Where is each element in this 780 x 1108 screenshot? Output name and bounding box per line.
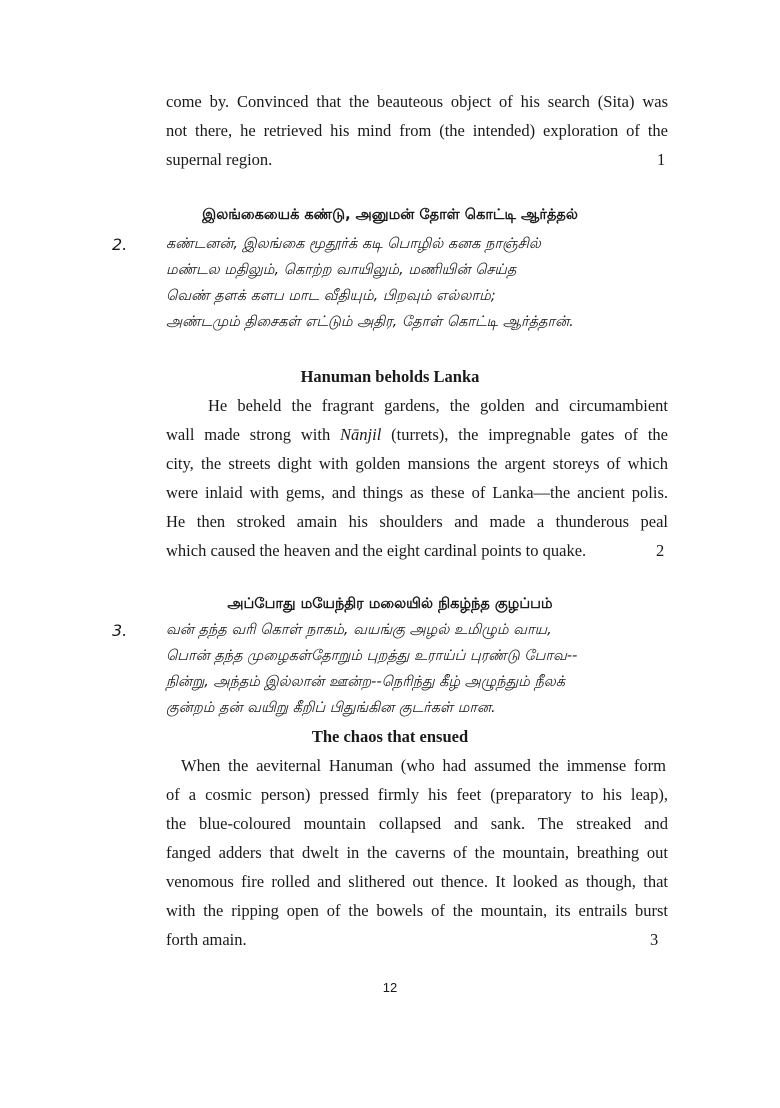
stanza-2-line-1: கண்டனன், இலங்கை மூதூர்க் கடி பொழில் கனக நாஞ்சில் bbox=[166, 236, 541, 252]
nanjil-term: Nānjil bbox=[340, 425, 382, 444]
para-3-line-1: When the aeviternal Hanuman (who had assumed the immense form bbox=[181, 756, 666, 775]
para-3-line-7: forth amain. bbox=[166, 930, 247, 949]
para-2-line-2-end: (turrets), the impregnable gates of the bbox=[381, 425, 668, 444]
verse-number-1: 1 bbox=[657, 150, 666, 169]
tamil-heading-2: இலங்கையைக் கண்டு, அனுமன் தோள் கொட்டி ஆர்த்தல் bbox=[202, 207, 578, 223]
para-2-line-4: were inlaid with gems, and things as these of Lanka—the ancient polis. bbox=[166, 483, 668, 502]
english-heading-2: Hanuman beholds Lanka bbox=[300, 367, 480, 386]
stanza-number-2: 2. bbox=[112, 235, 128, 254]
para-2-line-5: He then stroked amain his shoulders and made a thunderous peal bbox=[166, 512, 668, 531]
stanza-3-line-4: குன்றம் தன் வயிறு கீறிப் பிதுங்கின குடர்கள் மான. bbox=[166, 700, 496, 716]
intro-line-3: supernal region. bbox=[166, 150, 273, 169]
para-2-line-2-start: wall made strong with bbox=[166, 425, 341, 444]
stanza-number-3: 3. bbox=[112, 621, 128, 640]
stanza-2-line-3: வெண் தளக் களப மாட வீதியும், பிறவும் எல்லாம்; bbox=[166, 288, 496, 304]
stanza-2-line-2: மண்டல மதிலும், கொற்ற வாயிலும், மணியின் செய்த bbox=[166, 262, 517, 278]
verse-number-2: 2 bbox=[656, 541, 665, 560]
intro-line-2: not there, he retrieved his mind from (the intended) exploration of the bbox=[166, 121, 668, 140]
page-number: 12 bbox=[382, 980, 398, 995]
para-3-line-5: venomous fire rolled and slithered out thence. It looked as though, that bbox=[166, 872, 668, 891]
para-2-line-1: He beheld the fragrant gardens, the golden and circumambient bbox=[208, 396, 668, 415]
para-3-line-6: with the ripping open of the bowels of the mountain, its entrails burst bbox=[166, 901, 668, 920]
para-3-line-2: of a cosmic person) pressed firmly his feet (preparatory to his leap), bbox=[166, 785, 668, 804]
verse-number-3: 3 bbox=[650, 930, 659, 949]
tamil-heading-3: அப்போது மயேந்திர மலையில் நிகழ்ந்த குழப்பம் bbox=[227, 596, 553, 612]
stanza-3-line-3: நின்று, அந்தம் இல்லான் ஊன்ற--நெரிந்து கீழ் அழுந்தும் நீலக் bbox=[166, 674, 566, 690]
intro-line-1: come by. Convinced that the beauteous object of his search (Sita) was bbox=[166, 92, 668, 111]
para-2-line-3: city, the streets dight with golden mansions the argent storeys of which bbox=[166, 454, 668, 473]
para-2-line-6: which caused the heaven and the eight cardinal points to quake. bbox=[166, 541, 587, 560]
para-3-line-3: the blue-coloured mountain collapsed and sank. The streaked and bbox=[166, 814, 668, 833]
para-2-line-2 bbox=[166, 425, 668, 445]
stanza-2-line-4: அண்டமும் திசைகள் எட்டும் அதிர, தோள் கொட்டி ஆர்த்தான். bbox=[166, 314, 574, 330]
english-heading-3: The chaos that ensued bbox=[311, 727, 469, 746]
stanza-3-line-2: பொன் தந்த முழைகள்தோறும் புறத்து உராய்ப் புரண்டு போவ-- bbox=[166, 648, 578, 664]
stanza-3-line-1: வன் தந்த வரி கொள் நாகம், வயங்கு அழல் உமிழும் வாய, bbox=[166, 622, 552, 638]
para-3-line-4: fanged adders that dwelt in the caverns of the mountain, breathing out bbox=[166, 843, 668, 862]
